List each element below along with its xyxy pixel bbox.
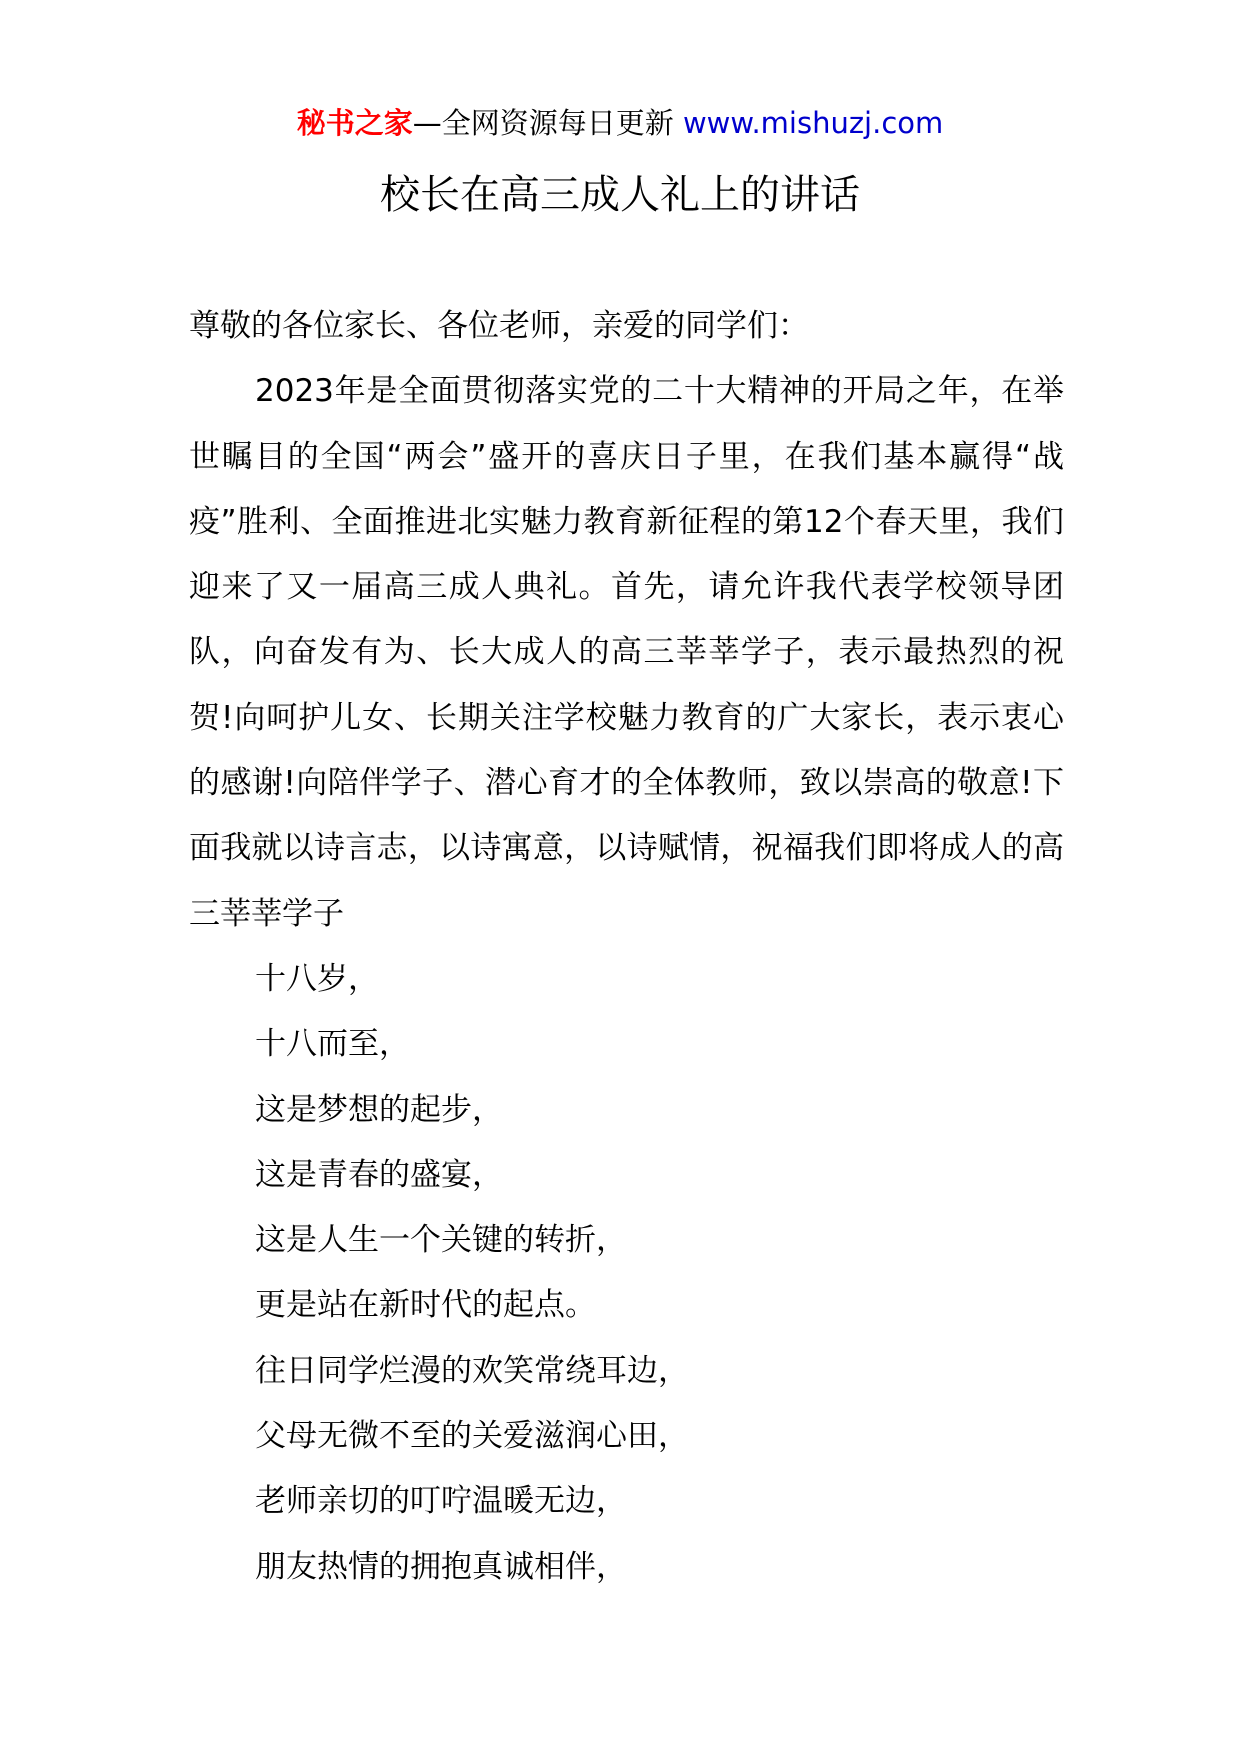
- poem-line: 这是人生一个关键的转折，: [255, 1222, 627, 1259]
- poem-line: 老师亲切的叮咛温暖无边，: [255, 1483, 627, 1520]
- poem-line: 这是青春的盛宴，: [255, 1156, 503, 1193]
- document-body: [189, 294, 1064, 1600]
- poem-line: 往日同学烂漫的欢笑常绕耳边，: [255, 1352, 689, 1389]
- body-paragraph: 2023年是全面贯彻落实党的二十大精神的开局之年，在举世瞩目的全国“两会”盛开的喜庆日子里，在我们基本赢得“战疫”胜利、全面推进北实魅力教育新征程的第12个春天里，我们迎来了又一届高三成人典礼。首先，请允许我代表学校领导团队，向奋发有为、长大成人的高三莘莘学子，表示最热烈的祝贺!向呵护儿女、长期关注学校魅力教育的广大家长，表示衷心的感谢!向陪伴学子、潜心育才的全体教师，致以崇高的敬意!下面我就以诗言志，以诗寓意，以诗赋情，祝福我们即将成人的高三莘莘学子: [189, 373, 1064, 932]
- site-url-link[interactable]: www.mishuzj.com: [682, 106, 944, 140]
- document-title: 校长在高三成人礼上的讲话: [380, 172, 860, 218]
- site-brand: 秘书之家: [296, 106, 413, 140]
- poem-line: 朋友热情的拥抱真诚相伴，: [255, 1548, 627, 1585]
- site-tagline: —全网资源每日更新: [412, 106, 674, 140]
- poem-line: 十八而至，: [255, 1026, 410, 1063]
- poem-line: 这是梦想的起步，: [255, 1091, 503, 1128]
- poem-line: 十八岁，: [255, 960, 379, 997]
- site-header: [0, 103, 1240, 143]
- poem-line: 更是站在新时代的起点。: [255, 1287, 596, 1324]
- salutation: 尊敬的各位家长、各位老师，亲爱的同学们：: [189, 308, 809, 344]
- poem-line: 父母无微不至的关爱滋润心田，: [255, 1418, 689, 1455]
